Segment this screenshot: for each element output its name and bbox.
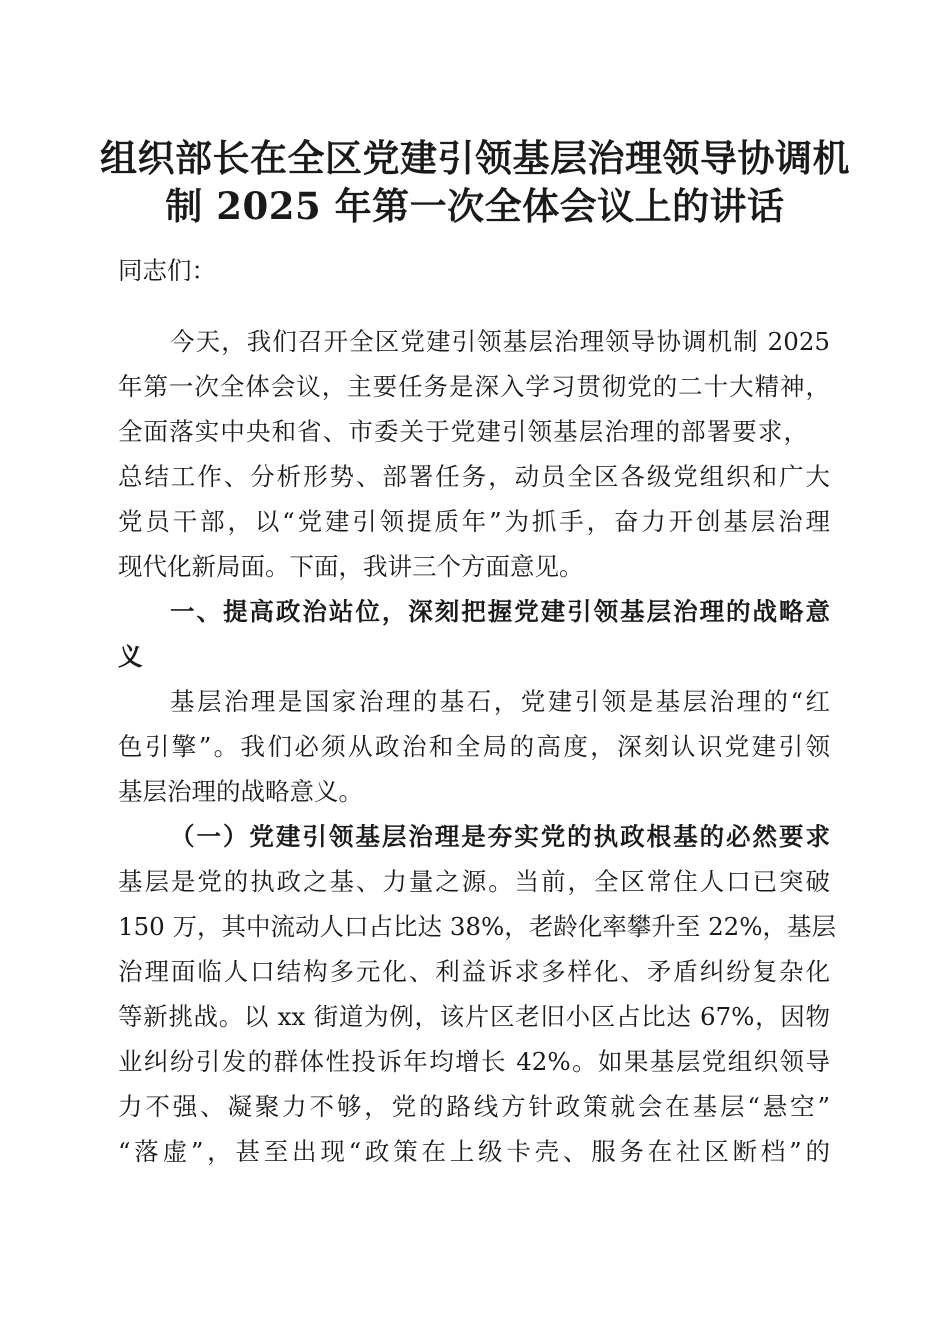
intro-line-2: 年第一次全体会议，主要任务是深入学习贯彻党的二十大精神， [118,372,830,401]
intro-line-4: 总结工作、分析形势、部署任务，动员全区各级党组织和广大 [118,462,830,491]
para-2-line-3: 治理面临人口结构多元化、利益诉求多样化、矛盾纠纷复杂化 [118,957,830,986]
para-2-line-7: “落虚”，甚至出现“政策在上级卡壳、服务在社区断档”的 [118,1137,830,1166]
para-2-line-5: 业纠纷引发的群体性投诉年均增长 42%。如果基层党组织领导 [118,1047,830,1076]
document-title-line-1: 组织部长在全区党建引领基层治理领导协调机 [100,136,850,180]
intro-line-6: 现代化新局面。下面，我讲三个方面意见。 [118,552,584,581]
subheading-1: （一）党建引领基层治理是夯实党的执政根基的必然要求 [170,822,830,851]
heading-1-line-1: 一、提高政治站位，深刻把握党建引领基层治理的战略意 [170,597,830,626]
intro-line-5: 党员干部，以“党建引领提质年”为抓手，奋力开创基层治理 [118,507,830,536]
para-2-line-4: 等新挑战。以 xx 街道为例，该片区老旧小区占比达 67%，因物 [118,1002,830,1031]
heading-1-line-2: 义 [118,642,143,671]
para-1-line-1: 基层治理是国家治理的基石，党建引领是基层治理的“红 [170,687,830,716]
para-2-line-6: 力不强、凝聚力不够，党的路线方针政策就会在基层“悬空” [118,1092,830,1121]
intro-line-3: 全面落实中央和省、市委关于党建引领基层治理的部署要求， [118,417,808,446]
para-1-line-3: 基层治理的战略意义。 [118,777,363,806]
salutation: 同志们： [118,256,216,285]
para-2-line-2: 150 万，其中流动人口占比达 38%，老龄化率攀升至 22%，基层 [118,912,837,941]
intro-line-1: 今天，我们召开全区党建引领基层治理领导协调机制 2025 [170,327,830,356]
para-2-line-1: 基层是党的执政之基、力量之源。当前，全区常住人口已突破 [118,867,830,896]
document-title-line-2: 制 2025 年第一次全体会议上的讲话 [165,184,785,228]
para-1-line-2: 色引擎”。我们必须从政治和全局的高度，深刻认识党建引领 [118,732,830,761]
